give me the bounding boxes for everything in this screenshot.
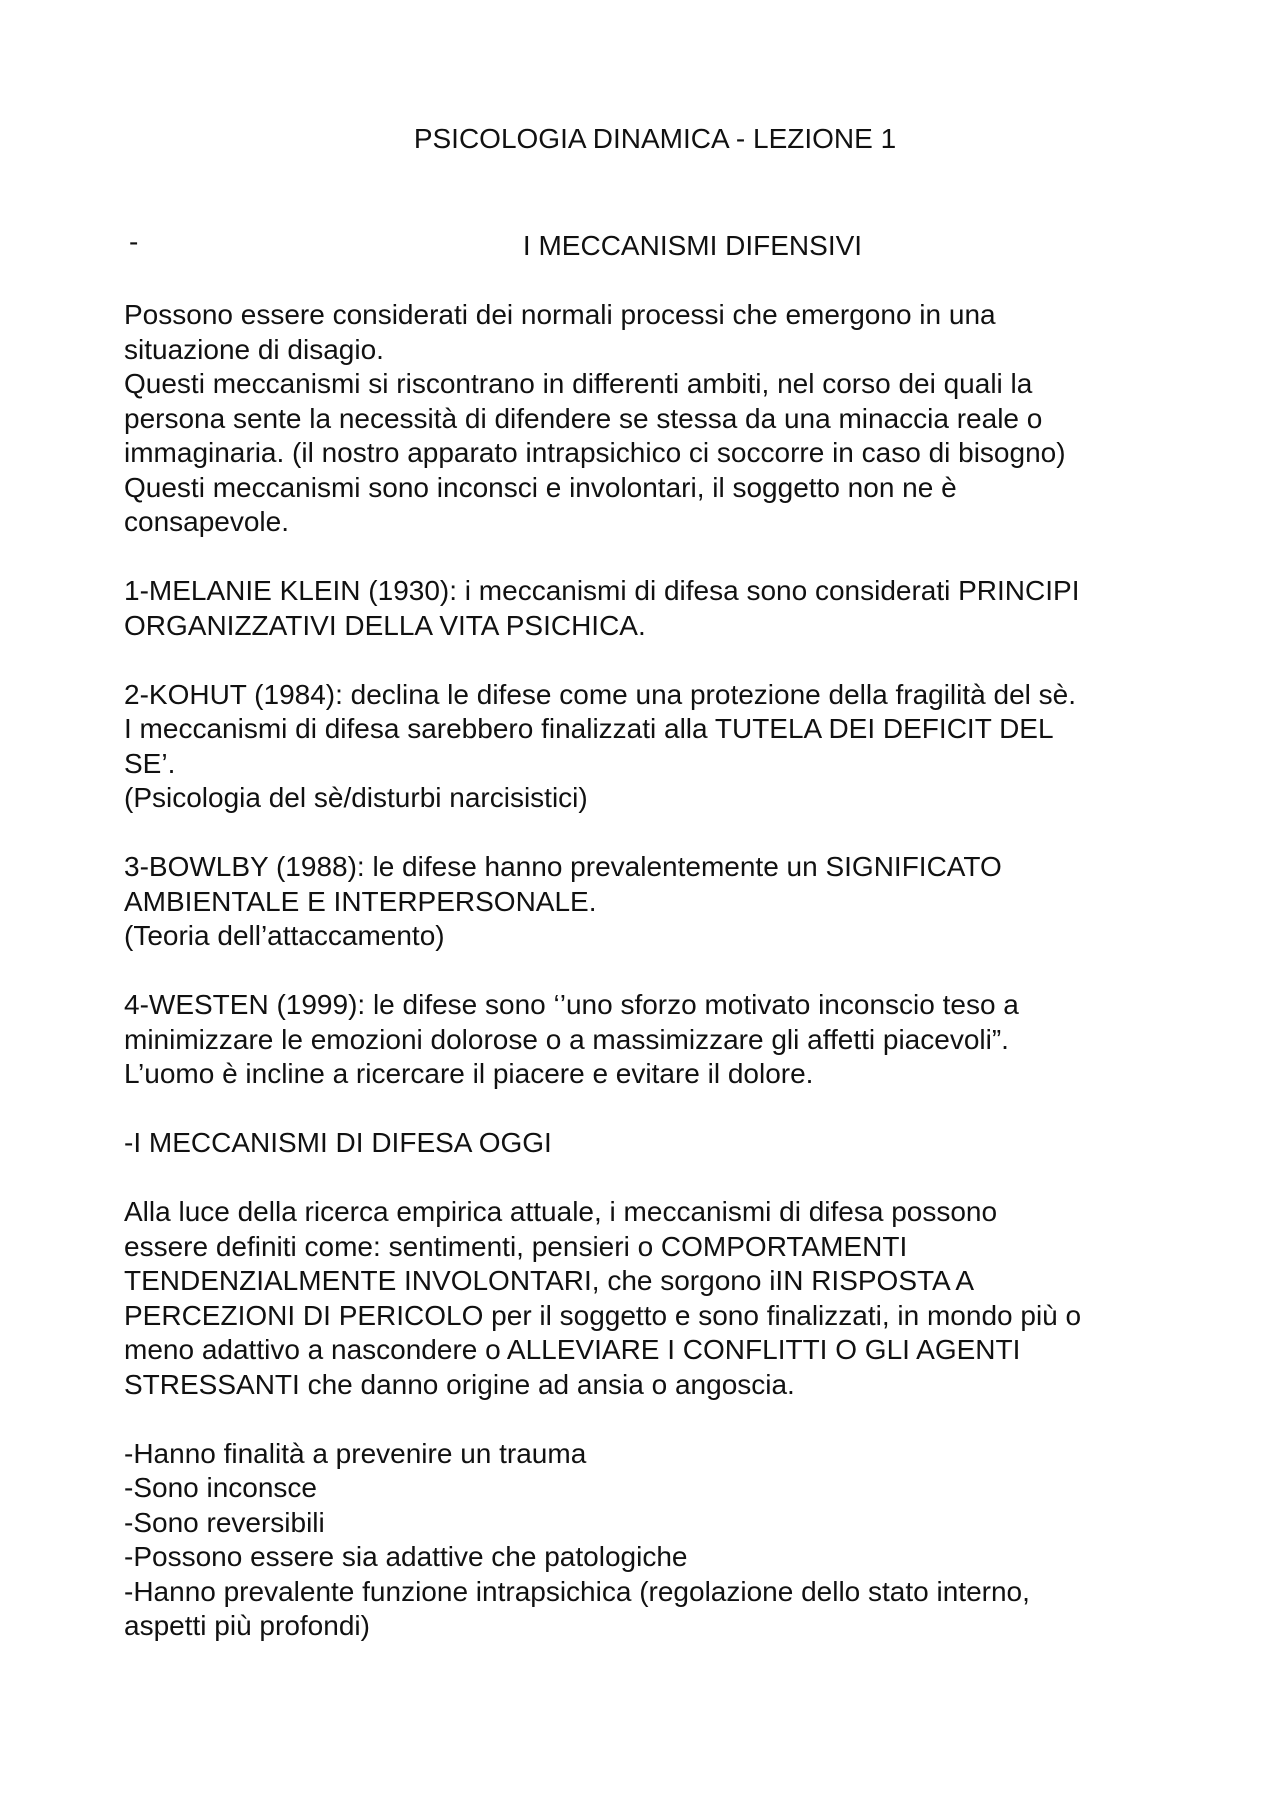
- text-line: persona sente la necessità di difendere se stessa da una minaccia reale o: [124, 402, 1043, 434]
- text-line: 1-MELANIE KLEIN (1930): i meccanismi di difesa sono considerati PRINCIPI: [124, 575, 1080, 606]
- text-line: (Psicologia del sè/disturbi narcisistici): [124, 782, 588, 813]
- list-item: -Sono reversibili: [124, 1506, 325, 1538]
- text-line: Questi meccanismi sono inconsci e involontari, il soggetto non ne è: [124, 471, 957, 503]
- text-line: minimizzare le emozioni dolorose o a massimizzare gli affetti piacevoli”.: [124, 1023, 1009, 1055]
- section-dash: -: [129, 226, 139, 257]
- text-line: SE’.: [124, 747, 176, 779]
- section-heading-row: [125, 226, 1155, 263]
- text-line: immaginaria. (il nostro apparato intrapsichico ci soccorre in caso di bisogno): [124, 437, 1066, 468]
- text-line: L’uomo è incline a ricercare il piacere e evitare il dolore.: [124, 1058, 814, 1089]
- text-line: consapevole.: [124, 506, 290, 537]
- list-item: -Sono inconsce: [124, 1472, 318, 1503]
- section-heading: I MECCANISMI DIFENSIVI: [522, 230, 863, 261]
- oggi-paragraph: [124, 1195, 1164, 1402]
- text-line: 3-BOWLBY (1988): le difese hanno prevalentemente un SIGNIFICATO: [124, 851, 1002, 882]
- text-line: I meccanismi di difesa sarebbero finalizzati alla TUTELA DEI DEFICIT DEL: [124, 713, 1054, 744]
- text-line: PERCEZIONI DI PERICOLO per il soggetto e sono finalizzati, in mondo più o: [124, 1299, 1082, 1331]
- oggi-heading: -I MECCANISMI DI DIFESA OGGI: [124, 1127, 552, 1158]
- text-line: situazione di disagio.: [124, 333, 384, 365]
- westen-paragraph: [124, 988, 1164, 1092]
- list-item: -Hanno prevalente funzione intrapsichica (regolazione dello stato interno,: [124, 1575, 1030, 1607]
- text-line: Possono essere considerati dei normali processi che emergono in una: [124, 299, 996, 330]
- kohut-paragraph: [124, 678, 1164, 816]
- text-line: (Teoria dell’attaccamento): [124, 920, 445, 951]
- text-line: Questi meccanismi si riscontrano in differenti ambiti, nel corso dei quali la: [124, 368, 1033, 399]
- list-item: -Possono essere sia adattive che patologiche: [124, 1541, 688, 1572]
- text-line: 2-KOHUT (1984): declina le difese come una protezione della fragilità del sè.: [124, 678, 1076, 710]
- features-list: [124, 1437, 1164, 1644]
- text-line: ORGANIZZATIVI DELLA VITA PSICHICA.: [124, 609, 646, 641]
- page-title: PSICOLOGIA DINAMICA - LEZIONE 1: [413, 123, 897, 154]
- text-line: Alla luce della ricerca empirica attuale, i meccanismi di difesa possono: [124, 1196, 998, 1227]
- list-item: aspetti più profondi): [124, 1610, 370, 1641]
- list-item: -Hanno finalità a prevenire un trauma: [124, 1437, 587, 1469]
- text-line: 4-WESTEN (1999): le difese sono ‘’uno sforzo motivato inconscio teso a: [124, 989, 1019, 1020]
- intro-paragraph: [124, 298, 1164, 540]
- klein-paragraph: [124, 574, 1164, 643]
- text-line: AMBIENTALE E INTERPERSONALE.: [124, 885, 597, 917]
- text-line: STRESSANTI che danno origine ad ansia o angoscia.: [124, 1368, 795, 1400]
- text-line: essere definiti come: sentimenti, pensieri o COMPORTAMENTI: [124, 1230, 908, 1262]
- bowlby-paragraph: [124, 850, 1164, 954]
- document-body: [124, 298, 1164, 1644]
- text-line: TENDENZIALMENTE INVOLONTARI, che sorgono iIN RISPOSTA A: [124, 1265, 975, 1296]
- text-line: meno adattivo a nascondere o ALLEVIARE I CONFLITTI O GLI AGENTI: [124, 1334, 1021, 1365]
